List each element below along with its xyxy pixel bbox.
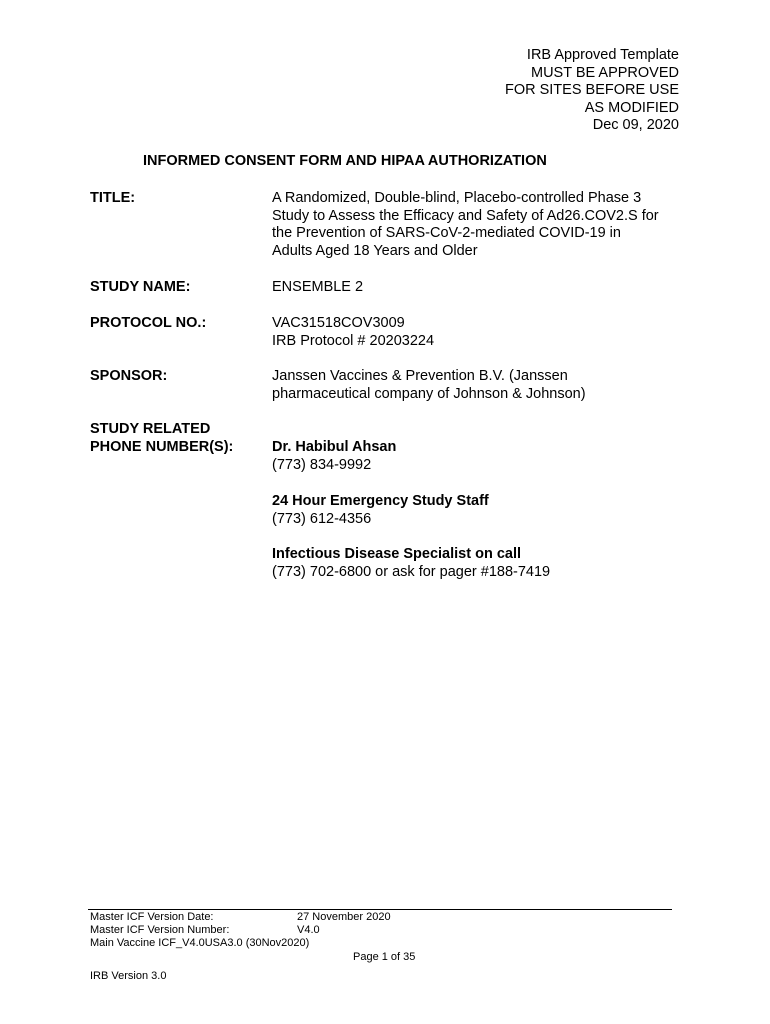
contact-name: Infectious Disease Specialist on call: [272, 546, 522, 562]
title-label: TITLE:: [90, 190, 136, 206]
document-title: INFORMED CONSENT FORM AND HIPAA AUTHORIZATION: [143, 153, 547, 169]
version-date-label: Master ICF Version Date:: [90, 911, 214, 923]
irb-stamp-line: FOR SITES BEFORE USE: [504, 82, 679, 99]
protocol-number: VAC31518COV3009: [272, 315, 405, 331]
sponsor-label: SPONSOR:: [90, 368, 168, 384]
study-name-label: STUDY NAME:: [90, 279, 191, 295]
study-name-value: ENSEMBLE 2: [272, 279, 364, 295]
irb-stamp-line: IRB Approved Template: [526, 47, 679, 63]
phone-label-line: PHONE NUMBER(S):: [90, 438, 234, 455]
version-date-value: 27 November 2020: [297, 911, 391, 923]
irb-stamp-date: Dec 09, 2020: [592, 117, 679, 134]
irb-protocol-number: IRB Protocol # 20203224: [272, 332, 435, 349]
phone-label-line: STUDY RELATED: [90, 421, 211, 437]
contact-name: Dr. Habibul Ahsan: [272, 439, 397, 455]
phone-numbers-label: [90, 421, 233, 456]
protocol-value: [272, 315, 434, 350]
contact-block: [272, 493, 489, 528]
title-line: A Randomized, Double-blind, Placebo-controlled Phase 3: [272, 190, 642, 206]
irb-approval-stamp: [505, 47, 679, 135]
protocol-label: PROTOCOL NO.:: [90, 315, 207, 331]
footer-divider: [88, 909, 672, 910]
contact-phone: (773) 834-9992: [272, 456, 372, 473]
contact-name: 24 Hour Emergency Study Staff: [272, 493, 489, 509]
contact-block: [272, 439, 396, 474]
contact-phone: (773) 702-6800 or ask for pager #188-7419: [272, 563, 551, 580]
contact-phone: (773) 612-4356: [272, 510, 372, 527]
page-number: Page 1 of 35: [353, 951, 416, 963]
version-number-label: Master ICF Version Number:: [90, 924, 230, 936]
irb-version: IRB Version 3.0: [90, 970, 167, 982]
contact-block: [272, 546, 550, 581]
sponsor-line: pharmaceutical company of Johnson & Johnson): [272, 385, 586, 402]
main-vaccine-icf: Main Vaccine ICF_V4.0USA3.0 (30Nov2020): [90, 937, 310, 949]
title-line: Study to Assess the Efficacy and Safety of Ad26.COV2.S for: [272, 207, 659, 224]
title-line: the Prevention of SARS-CoV-2-mediated COVID-19 in: [272, 225, 621, 242]
sponsor-value: [272, 368, 586, 403]
title-value: [272, 190, 659, 260]
irb-stamp-line: MUST BE APPROVED: [531, 64, 679, 81]
title-line: Adults Aged 18 Years and Older: [272, 242, 478, 259]
version-number-value: V4.0: [297, 924, 320, 936]
sponsor-line: Janssen Vaccines & Prevention B.V. (Janssen: [272, 368, 568, 384]
irb-stamp-line: AS MODIFIED: [584, 99, 679, 116]
